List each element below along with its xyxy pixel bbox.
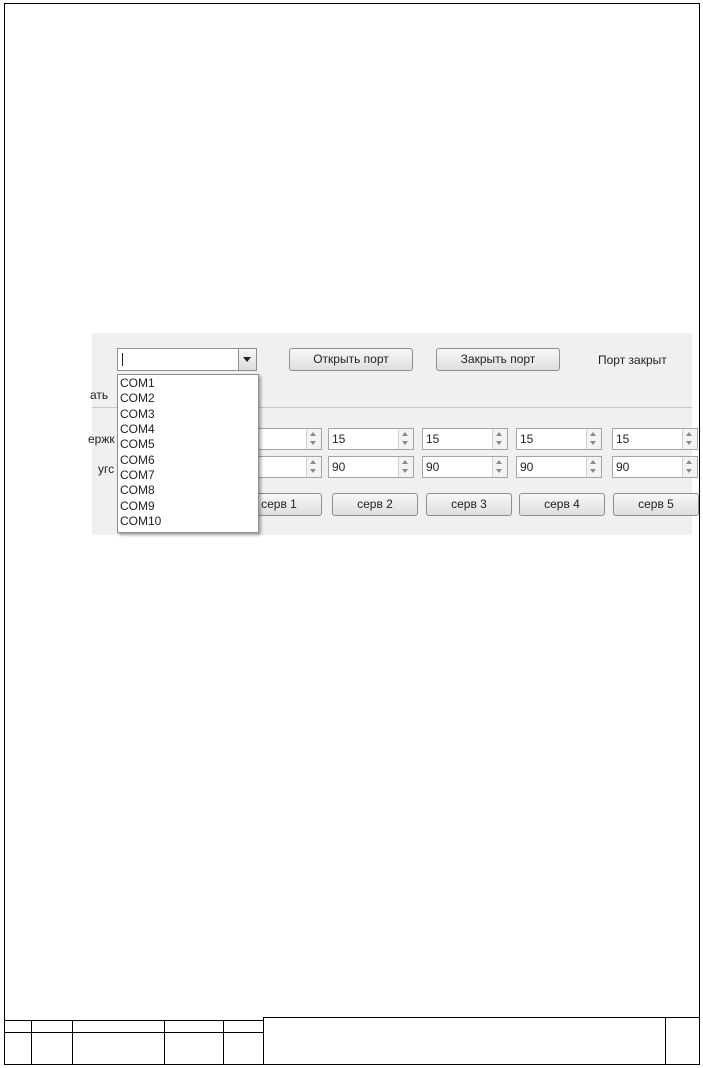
servo4-angle-value: 90: [520, 460, 534, 474]
servo4-button[interactable]: серв 4: [519, 493, 605, 516]
arrow-down-icon: [310, 469, 316, 473]
stamp-line: [4, 1032, 264, 1033]
spinner-buttons[interactable]: [492, 429, 507, 449]
spinner-buttons[interactable]: [682, 457, 697, 477]
arrow-down-icon: [496, 469, 502, 473]
servo5-angle-value: 90: [616, 460, 630, 474]
arrow-down-icon: [686, 441, 692, 445]
arrow-down-icon: [686, 469, 692, 473]
servo3-angle-value: 90: [426, 460, 440, 474]
arrow-up-icon: [496, 460, 502, 464]
title-block: [4, 1020, 700, 1065]
arrow-up-icon: [310, 432, 316, 436]
arrow-up-icon: [402, 432, 408, 436]
arrow-down-icon: [402, 469, 408, 473]
spinner-buttons[interactable]: [586, 429, 601, 449]
servo2-button[interactable]: серв 2: [332, 493, 418, 516]
stamp-line: [263, 1017, 264, 1065]
stamp-line: [665, 1017, 666, 1065]
arrow-up-icon: [496, 432, 502, 436]
port-option[interactable]: COM3: [120, 407, 155, 421]
spinner-buttons[interactable]: [398, 429, 413, 449]
servo2-delay-stepper[interactable]: [328, 428, 414, 450]
servo4-angle-stepper[interactable]: [516, 456, 602, 478]
arrow-up-icon: [686, 460, 692, 464]
arrow-down-icon: [310, 441, 316, 445]
arrow-down-icon: [590, 469, 596, 473]
text-cursor: [122, 353, 123, 366]
arrow-up-icon: [686, 432, 692, 436]
servo5-button[interactable]: серв 5: [613, 493, 699, 516]
servo4-delay-value: 15: [520, 432, 534, 446]
servo5-delay-stepper[interactable]: [612, 428, 698, 450]
servo3-button[interactable]: серв 3: [426, 493, 512, 516]
servo4-delay-stepper[interactable]: [516, 428, 602, 450]
servo2-angle-stepper[interactable]: [328, 456, 414, 478]
dropdown-button[interactable]: [238, 349, 256, 370]
spinner-buttons[interactable]: [492, 457, 507, 477]
spinner-buttons[interactable]: [682, 429, 697, 449]
port-option[interactable]: COM8: [120, 483, 155, 497]
port-option[interactable]: COM2: [120, 391, 155, 405]
port-option[interactable]: COM4: [120, 422, 155, 436]
servo2-angle-value: 90: [332, 460, 346, 474]
servo1-button[interactable]: серв 1: [236, 493, 322, 516]
servo3-delay-stepper[interactable]: [422, 428, 508, 450]
side-label-delay: ержк: [88, 432, 115, 446]
stamp-line: [72, 1020, 73, 1065]
port-option[interactable]: COM9: [120, 499, 155, 513]
arrow-up-icon: [402, 460, 408, 464]
port-option[interactable]: COM5: [120, 437, 155, 451]
spinner-buttons[interactable]: [586, 457, 601, 477]
servo3-delay-value: 15: [426, 432, 440, 446]
chevron-down-icon: [243, 357, 251, 362]
stamp-line: [4, 1020, 264, 1021]
arrow-down-icon: [496, 441, 502, 445]
servo2-delay-value: 15: [332, 432, 346, 446]
arrow-up-icon: [590, 432, 596, 436]
arrow-down-icon: [590, 441, 596, 445]
arrow-down-icon: [402, 441, 408, 445]
port-option[interactable]: COM7: [120, 468, 155, 482]
port-option[interactable]: COM1: [120, 376, 155, 390]
side-label-row0: ать: [90, 388, 109, 402]
stamp-line: [223, 1020, 224, 1065]
close-port-button[interactable]: Закрыть порт: [436, 348, 560, 371]
spinner-buttons[interactable]: [306, 457, 321, 477]
stamp-line: [263, 1017, 700, 1018]
spinner-buttons[interactable]: [306, 429, 321, 449]
port-status-text: Порт закрыт: [598, 353, 667, 367]
spinner-buttons[interactable]: [398, 457, 413, 477]
port-option[interactable]: COM6: [120, 453, 155, 467]
port-dropdown-list[interactable]: [117, 374, 259, 533]
servo3-angle-stepper[interactable]: [422, 456, 508, 478]
port-combobox[interactable]: [117, 348, 257, 371]
arrow-up-icon: [310, 460, 316, 464]
stamp-line: [31, 1020, 32, 1065]
port-option[interactable]: COM10: [120, 514, 162, 528]
stamp-line: [164, 1020, 165, 1065]
servo5-angle-stepper[interactable]: [612, 456, 698, 478]
open-port-button[interactable]: Открыть порт: [289, 348, 413, 371]
servo5-delay-value: 15: [616, 432, 630, 446]
arrow-up-icon: [590, 460, 596, 464]
side-label-angle: угс: [98, 462, 115, 476]
